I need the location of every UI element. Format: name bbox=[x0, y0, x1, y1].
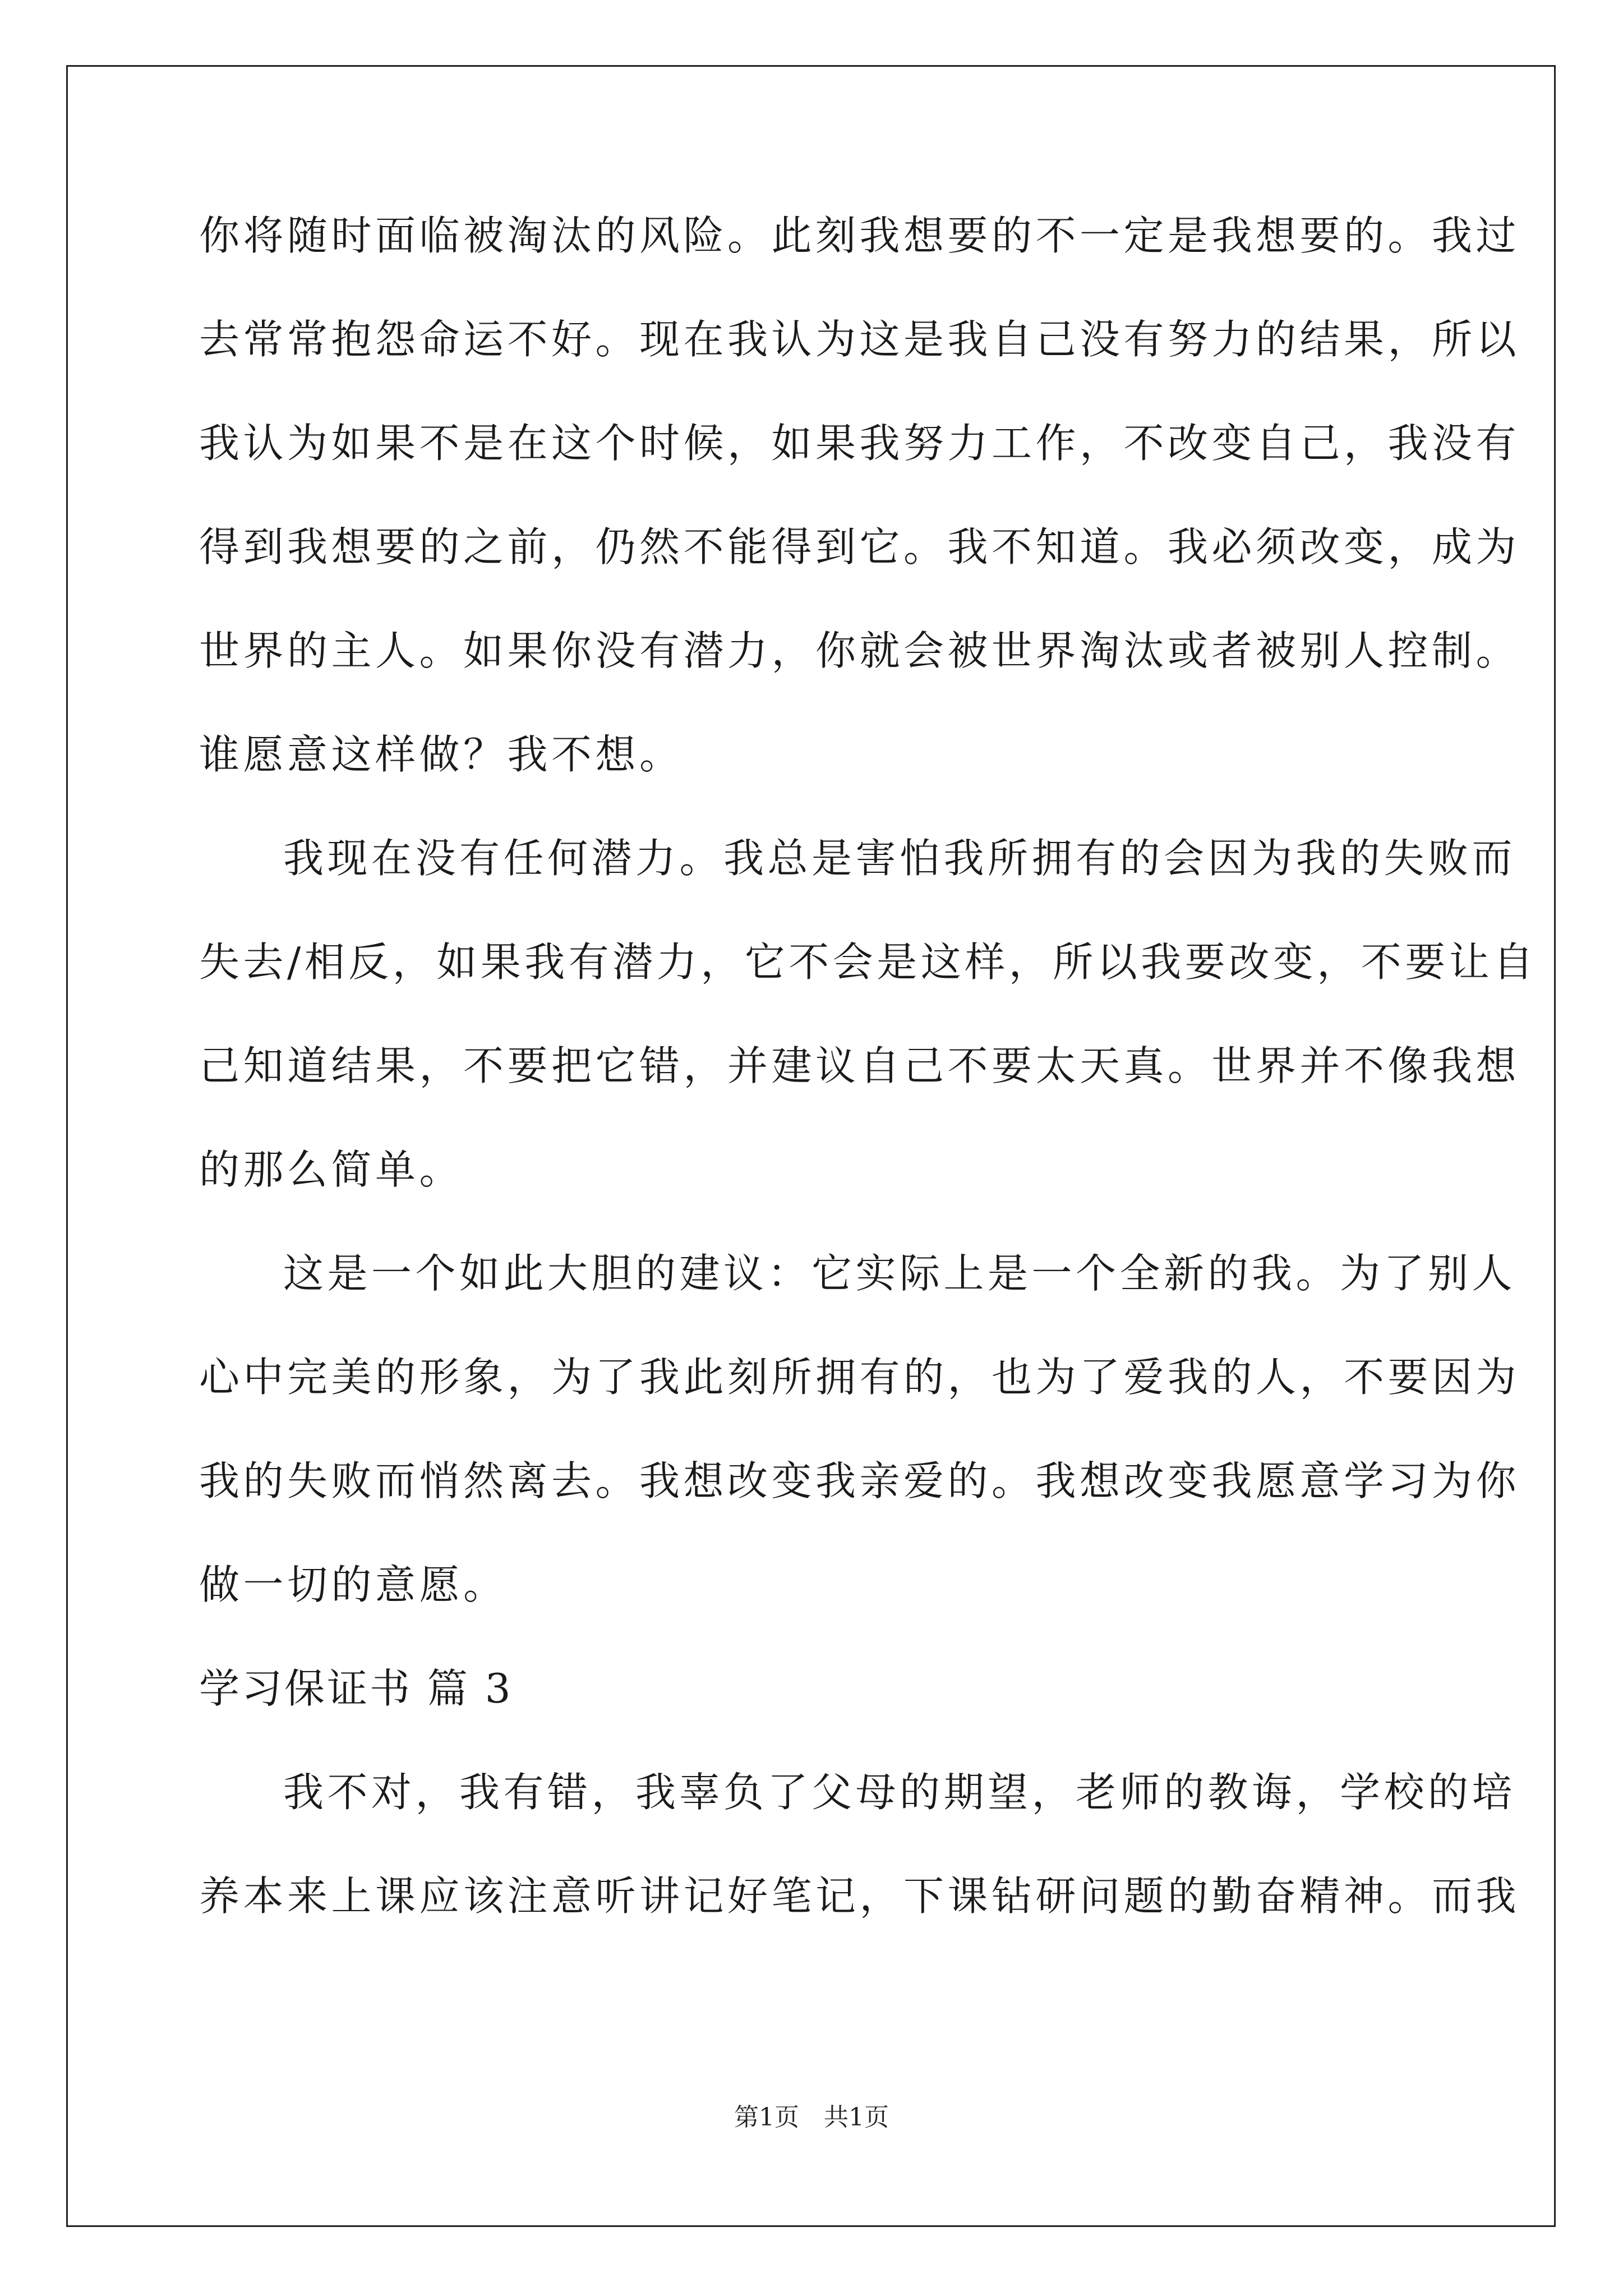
text-line: 我的失败而悄然离去。我想改变我亲爱的。我想改变我愿意学习为你 bbox=[199, 1457, 1520, 1504]
paragraph-first-line: 我不对，我有错，我辜负了父母的期望，老师的教诲，学校的培 bbox=[283, 1769, 1516, 1816]
text-line: 心中完美的形象，为了我此刻所拥有的，也为了爱我的人，不要因为 bbox=[199, 1354, 1520, 1401]
text-line: 己知道结果，不要把它错，并建议自己不要太天真。世界并不像我想 bbox=[199, 1042, 1520, 1089]
text-line: 得到我想要的之前，仍然不能得到它。我不知道。我必须改变，成为 bbox=[199, 523, 1520, 570]
text-line: 失去/相反，如果我有潜力，它不会是这样，所以我要改变，不要让自 bbox=[199, 938, 1537, 986]
text-line: 养本来上课应该注意听讲记好笔记，下课钻研问题的勤奋精神。而我 bbox=[199, 1872, 1520, 1920]
text-line: 你将随时面临被淘汰的风险。此刻我想要的不一定是我想要的。我过 bbox=[199, 212, 1520, 259]
text-line: 我认为如果不是在这个时候，如果我努力工作，不改变自己，我没有 bbox=[199, 420, 1520, 467]
text-line: 谁愿意这样做？我不想。 bbox=[199, 731, 684, 778]
paragraph-first-line: 我现在没有任何潜力。我总是害怕我所拥有的会因为我的失败而 bbox=[283, 835, 1516, 882]
text-line: 做一切的意愿。 bbox=[199, 1561, 508, 1608]
text-line: 的那么简单。 bbox=[199, 1146, 464, 1193]
paragraph-first-line: 这是一个如此大胆的建议：它实际上是一个全新的我。为了别人 bbox=[283, 1250, 1516, 1297]
text-line: 世界的主人。如果你没有潜力，你就会被世界淘汰或者被别人控制。 bbox=[199, 627, 1520, 674]
page-footer: 第1页 共1页 bbox=[734, 2103, 889, 2132]
section-heading: 学习保证书 篇 3 bbox=[199, 1665, 513, 1712]
text-line: 去常常抱怨命运不好。现在我认为这是我自己没有努力的结果，所以 bbox=[199, 316, 1520, 363]
